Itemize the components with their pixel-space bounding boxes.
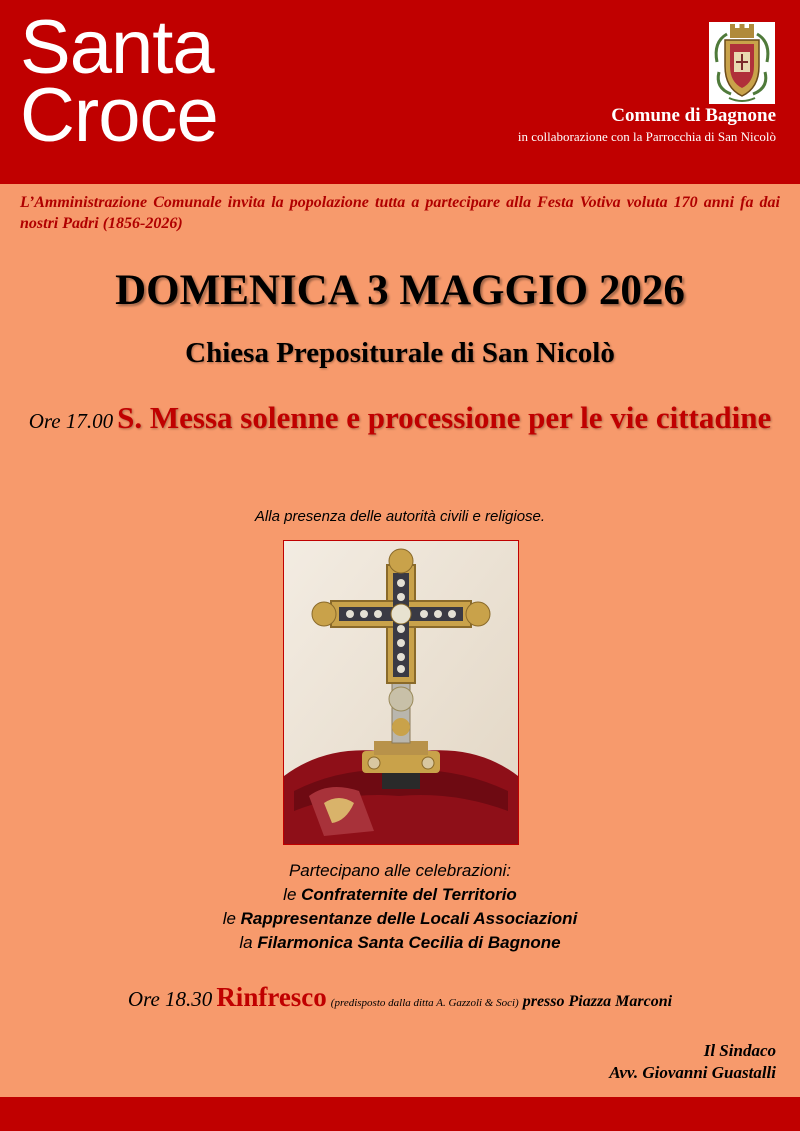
cross-photo [283,540,519,845]
participant-line [0,883,800,907]
footer-banner [0,1097,800,1131]
collaboration-note: in collaborazione con la Parrocchia di San Nicolò [517,129,776,144]
signature-role: Il Sindaco [703,1041,776,1060]
reception-line [0,982,800,1013]
title-line-1: Santa [20,5,214,90]
participants-block [0,859,800,955]
reception-note: (predisposto dalla ditta A. Gazzoli & Soci) [330,997,519,1009]
invitation-text: L’Amministrazione Comunale invita la popolazione tutta a partecipare alla Festa Votiva voluta 170 anni fa dai nostri Padri (1856-2026) [20,194,780,232]
signature-block [609,1040,776,1084]
reception-title: Rinfresco [216,982,327,1012]
coat-of-arms-icon [709,22,775,104]
church-name: Chiesa Prepositurale di San Nicolò [185,337,615,369]
header-banner [0,0,800,184]
mass-announcement [20,394,780,448]
participant-name: Filarmonica Santa Cecilia di Bagnone [257,933,561,952]
participant-prefix: le [283,885,302,904]
participant-line [0,931,800,955]
participant-name: Confraternite del Territorio [301,885,517,904]
mass-time: Ore 17.00 [28,409,114,433]
event-date: DOMENICA 3 MAGGIO 2026 [115,267,685,314]
reception-place: presso Piazza Marconi [522,993,673,1010]
participant-line [0,907,800,931]
processional-cross-icon [284,541,518,844]
signature-name: Avv. Giovanni Guastalli [609,1063,776,1082]
title-line-2: Croce [20,73,218,158]
participants-heading: Partecipano alle celebrazioni: [288,861,512,880]
comune-name: Comune di Bagnone [611,105,776,126]
authorities-note: Alla presenza delle autorità civili e religiose. [254,508,546,525]
reception-time: Ore 18.30 [127,987,213,1011]
participant-name: Rappresentanze delle Locali Associazioni [240,909,578,928]
poster-title [20,5,218,158]
participant-prefix: la [239,933,258,952]
mass-description: S. Messa solenne e processione per le vie cittadine [117,400,772,435]
participant-prefix: le [222,909,241,928]
